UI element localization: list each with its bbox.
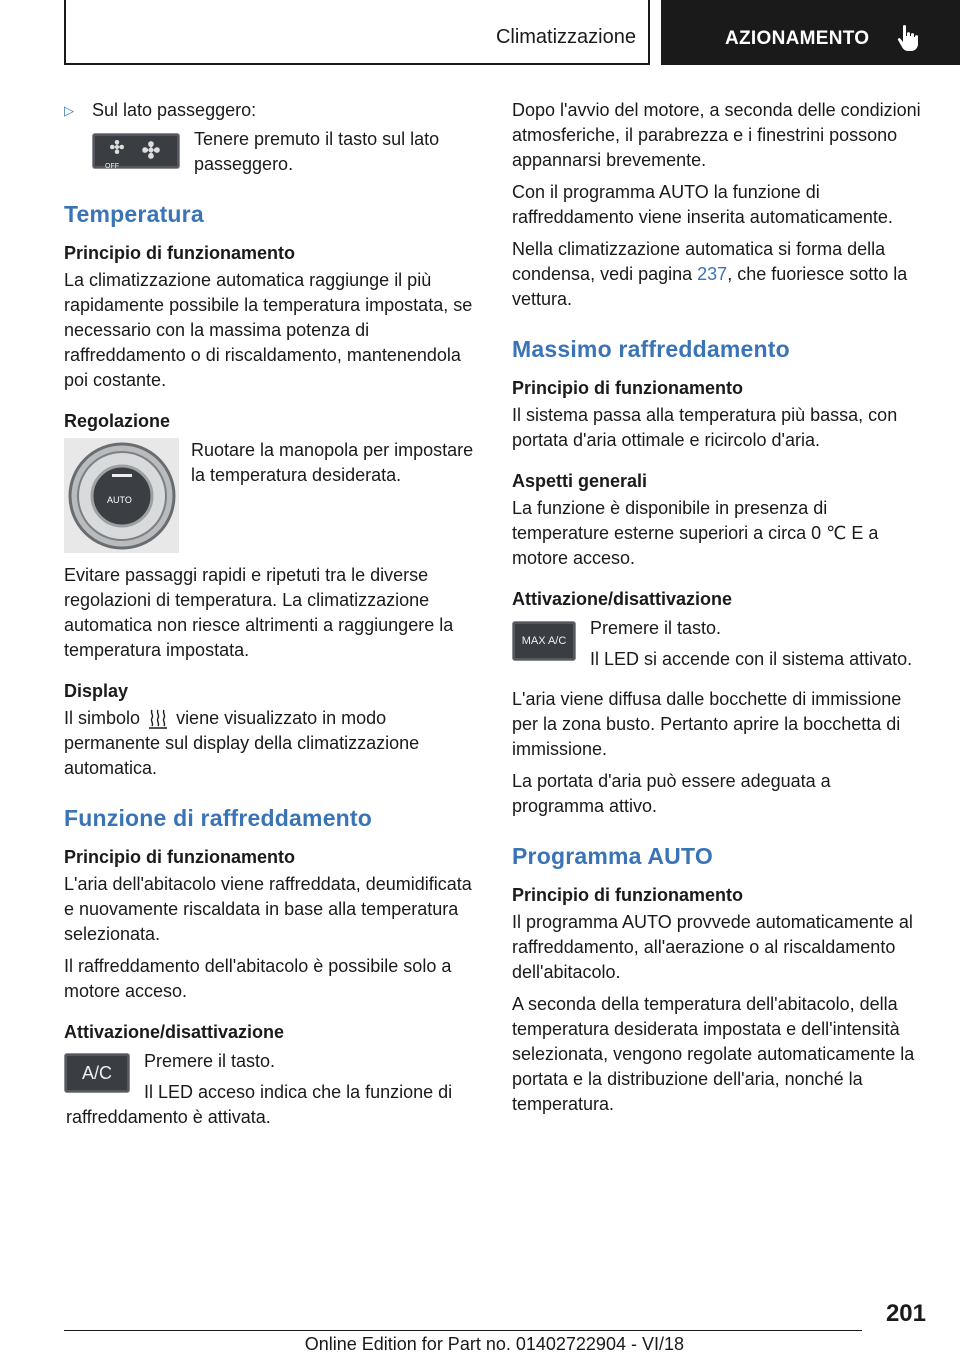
knob-figure [64, 438, 479, 553]
paragraph: Il LED si accende con il sistema attivato. [590, 649, 913, 669]
display-text-a: Il simbolo [64, 708, 141, 728]
pointing-hand-icon [897, 24, 921, 52]
paragraph: A seconda della temperatura dell'abitacolo, della temperatura desiderata impostata e dell'intensità selezionata, vengono regolate automaticamente la portata e la distribuzione dell'aria, nonché la temperatura. [512, 994, 915, 1114]
subheading-principle: Principio di funzionamento [64, 243, 295, 263]
temperature-knob-image [64, 438, 179, 553]
subheading-attivazione: Attivazione/disattivazione [512, 589, 733, 609]
paragraph: Il sistema passa alla temperatura più bassa, con portata d'aria ottimale e ricircolo d'aria. [512, 405, 898, 450]
bullet-item [64, 98, 479, 123]
header-rule-bottom [64, 63, 650, 65]
bullet-detail: Tenere premuto il tasto sul lato passeggero. [194, 129, 440, 174]
max-ac-text [590, 616, 927, 679]
subheading-principle: Principio di funzionamento [64, 847, 295, 867]
paragraph: L'aria viene diffusa dalle bocchette di immissione per la zona busto. Pertanto aprire la bocchetta di immissione. [512, 689, 902, 759]
left-column [64, 98, 479, 1141]
subheading-principle: Principio di funzionamento [512, 378, 743, 398]
paragraph-condensa [512, 237, 927, 312]
paragraph: Premere il tasto. [144, 1051, 276, 1071]
paragraph: Premere il tasto. [590, 618, 722, 638]
header-chapter-title: AZIONAMENTO [725, 28, 870, 49]
header-rule-mid [648, 0, 650, 64]
paragraph: La portata d'aria può essere adeguata a programma attivo. [512, 771, 831, 816]
ac-text [66, 1049, 479, 1137]
subheading-display: Display [64, 681, 129, 701]
heading-funzione-raffreddamento: Funzione di raffreddamento [64, 805, 373, 831]
fan-icon-large [141, 140, 161, 160]
paragraph: Il programma AUTO provvede automaticamente al raffreddamento, all'aerazione o al riscaldamento dell'abitacolo. [512, 912, 913, 982]
header-section-title: Climatizzazione [495, 26, 636, 48]
ac-button-figure [64, 1049, 479, 1137]
paragraph: La funzione è disponibile in presenza di temperature esterne superiori a circa 0 ℃ E a motore acceso. [512, 498, 879, 568]
fan-icon [109, 139, 125, 155]
fan-off-label: OFF [105, 163, 119, 170]
display-paragraph [64, 706, 479, 781]
page-reference-link[interactable]: 237 [697, 264, 728, 284]
fan-button-figure [92, 127, 479, 177]
footer-rule [64, 1330, 862, 1331]
heading-temperatura: Temperatura [64, 201, 204, 227]
max-ac-button-label: MAX A/C [521, 634, 567, 647]
page-number: 201 [885, 1300, 926, 1327]
paragraph: Con il programma AUTO la funzione di raffreddamento viene inserita automaticamente. [512, 182, 893, 227]
heading-programma-auto: Programma AUTO [512, 843, 713, 869]
paragraph: L'aria dell'abitacolo viene raffreddata, deumidificata e nuovamente riscaldata in base alla temperatura selezionata. [64, 874, 472, 944]
bullet-text: Sul lato passeggero: [92, 100, 257, 120]
heading-massimo-raffreddamento: Massimo raffreddamento [512, 336, 790, 362]
regolazione-text: Ruotare la manopola per impostare la temperatura desiderata. [191, 440, 474, 485]
header-chapter-tab [661, 0, 960, 65]
display-text-b: viene visualizzato in modo permanente sul display della climatizzazione automatica. [64, 708, 420, 778]
max-ac-button-figure [512, 616, 927, 679]
text: , che fuoriesce sotto la vettura. [512, 264, 908, 309]
subheading-principle: Principio di funzionamento [512, 885, 743, 905]
edition-text: Online Edition for Part no. 01402722904 - VI/18 [304, 1334, 684, 1354]
cooling-symbol-icon [145, 708, 171, 730]
right-column [512, 98, 927, 1124]
paragraph: La climatizzazione automatica raggiunge il più rapidamente possibile la temperatura impostata, se necessario con la massima potenza di raffreddamento o di riscaldamento, mantenendola poi costante. [64, 270, 473, 390]
fan-off-button-image [92, 133, 180, 169]
triangle-bullet-icon: ▷ [64, 103, 74, 118]
paragraph: Evitare passaggi rapidi e ripetuti tra le diverse regolazioni di temperatura. La climatizzazione automatica non riesce altrimenti a raggiungere la temperatura impostata. [64, 565, 454, 660]
subheading-attivazione: Attivazione/disattivazione [64, 1022, 285, 1042]
paragraph: Il LED acceso indica che la funzione di raffreddamento è attivata. [66, 1082, 453, 1127]
ac-button-label: A/C [81, 1062, 112, 1083]
paragraph: Il raffreddamento dell'abitacolo è possibile solo a motore acceso. [64, 956, 452, 1001]
knob-auto-label: AUTO [107, 495, 132, 505]
paragraph: Dopo l'avvio del motore, a seconda delle condizioni atmosferiche, il parabrezza e i finestrini possono appannarsi brevemente. [512, 100, 921, 170]
subheading-regolazione: Regolazione [64, 411, 171, 431]
subheading-aspetti-generali: Aspetti generali [512, 471, 648, 491]
max-ac-button-image [512, 621, 576, 661]
text: Nella climatizzazione automatica si forma della condensa, vedi pagina [512, 239, 886, 284]
